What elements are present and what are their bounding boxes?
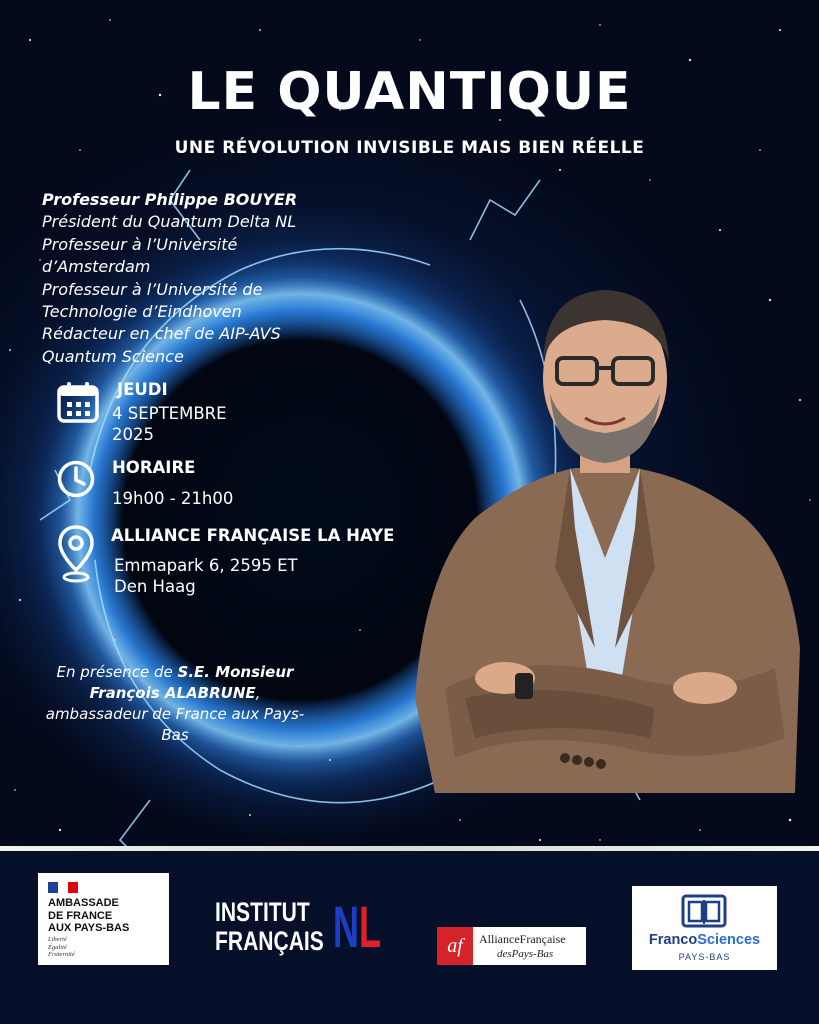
- motto-line: Égalité: [48, 943, 67, 951]
- speaker-role: d’Amsterdam: [42, 257, 151, 277]
- francosciences-logo: [632, 886, 777, 970]
- time-value: 19h00 - 21h00: [112, 489, 234, 508]
- fs-part2: Sciences: [697, 932, 761, 948]
- speaker-block: [42, 189, 362, 368]
- speaker-role: Professeur à l’Université: [42, 234, 238, 254]
- presence-note: [40, 662, 310, 746]
- alliance-francaise-logo: [437, 927, 586, 965]
- af-name: AllianceFrançaise: [479, 932, 566, 946]
- embassy-logo: [38, 873, 169, 965]
- fs-part1: Franco: [648, 932, 698, 948]
- date-year: 2025: [112, 425, 154, 444]
- institut-l: L: [358, 895, 381, 960]
- time-label: HORAIRE: [112, 458, 196, 477]
- speaker-name: Professeur Philippe BOUYER: [42, 190, 298, 209]
- speaker-role: Président du Quantum Delta NL: [42, 212, 297, 232]
- presence-dignitary: S.E. Monsieur François ALABRUNE: [89, 663, 294, 702]
- location-pin-icon: [56, 524, 96, 584]
- embassy-line: DE FRANCE: [48, 909, 113, 922]
- motto-line: Fraternité: [48, 951, 75, 958]
- clock-icon: [56, 459, 96, 499]
- presence-suffix: , ambassadeur de France aux Pays-Bas: [45, 684, 305, 744]
- marianne-flag-icon: [48, 882, 78, 893]
- calendar-icon: [56, 380, 100, 424]
- embassy-motto: [48, 936, 75, 959]
- speaker-photo: [405, 268, 805, 793]
- speaker-role: Technologie d’Eindhoven: [42, 302, 242, 322]
- motto-line: Liberté: [48, 936, 67, 943]
- institut-wordmark: [215, 898, 324, 956]
- af-region: desPays-Bas: [497, 948, 554, 960]
- af-mark: af: [437, 927, 473, 965]
- place-label: ALLIANCE FRANÇAISE LA HAYE: [111, 526, 395, 545]
- page-subtitle: UNE RÉVOLUTION INVISIBLE MAIS BIEN RÉELLE: [174, 138, 645, 158]
- speaker-role: Professeur à l’Université de: [42, 279, 263, 299]
- speaker-role: Rédacteur en chef de AIP-AVS: [42, 324, 281, 344]
- embassy-name: [48, 897, 129, 935]
- fs-country: PAYS-BAS: [678, 952, 731, 962]
- institut-nl-mark: [333, 895, 381, 960]
- presence-prefix: En présence de: [56, 663, 178, 681]
- place-city: Den Haag: [114, 577, 196, 596]
- date-value: 4 SEPTEMBRE: [112, 404, 227, 423]
- place-address: Emmapark 6, 2595 ET: [114, 556, 298, 575]
- date-label: JEUDI: [117, 380, 168, 399]
- institut-n: N: [333, 895, 359, 960]
- speaker-role: Quantum Science: [42, 346, 184, 366]
- embassy-line: AUX PAYS-BAS: [48, 922, 130, 934]
- page-title: LE QUANTIQUE: [187, 62, 632, 122]
- embassy-line: AMBASSADE: [48, 897, 119, 909]
- open-book-icon: [681, 894, 727, 928]
- institut-line: FRANÇAIS: [215, 926, 324, 956]
- fs-wordmark: [632, 932, 777, 948]
- institut-francais-logo: [215, 895, 395, 964]
- institut-line: INSTITUT: [215, 897, 310, 927]
